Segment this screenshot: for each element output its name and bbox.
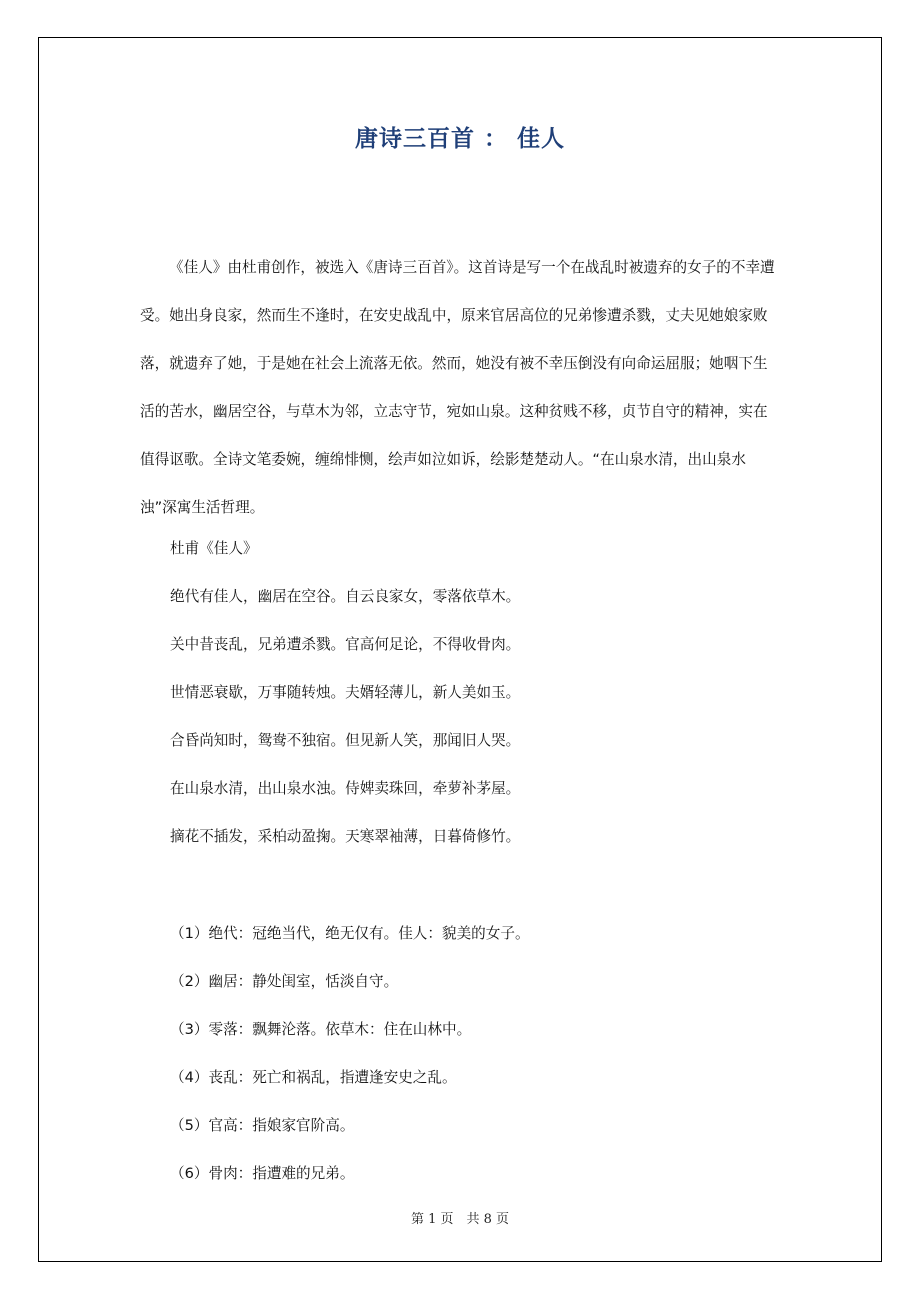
annotation-item: （6）骨肉：指遭难的兄弟。: [170, 1165, 355, 1183]
poem-line: 合昏尚知时，鸳鸯不独宿。但见新人笑，那闻旧人哭。: [170, 732, 521, 750]
annotation-item: （3）零落：飘舞沦落。依草木：住在山林中。: [170, 1021, 472, 1039]
annotation-item: （5）官高：指娘家官阶高。: [170, 1117, 355, 1135]
document-title: 唐诗三百首 ： 佳人: [354, 126, 565, 152]
poem-line: 关中昔丧乱，兄弟遭杀戮。官高何足论，不得收骨肉。: [170, 636, 521, 654]
poem-line: 在山泉水清，出山泉水浊。侍婢卖珠回，牵萝补茅屋。: [170, 780, 521, 798]
page-number-footer: 第 1 页 共 8 页: [410, 1212, 510, 1227]
author-line: 杜甫《佳人》: [170, 540, 258, 557]
annotation-list: [170, 910, 790, 1199]
poem-line: 世情恶衰歇，万事随转烛。夫婿轻薄儿，新人美如玉。: [170, 684, 521, 702]
poem-body: [170, 573, 790, 862]
annotation-item: （4）丧乱：死亡和祸乱，指遭逢安史之乱。: [170, 1069, 457, 1087]
author-line-block: [170, 525, 790, 573]
intro-paragraph: 《佳人》由杜甫创作，被选入《唐诗三百首》。这首诗是写一个在战乱时被遗弃的女子的不幸遭受。她出身良家，然而生不逢时，在安史战乱中，原来官居高位的兄弟惨遭杀戮，丈夫见她娘家败落，就遗弃了她，于是她在社会上流落无依。然而，她没有被不幸压倒没有向命运屈服；她咽下生活的苦水，幽居空谷，与草木为邻，立志守节，宛如山泉。这种贫贱不移，贞节自守的精神，实在值得讴歌。全诗文笔委婉，缠绵悱恻，绘声如泣如诉，绘影楚楚动人。“在山泉水清，出山泉水浊”深寓生活哲理。: [140, 259, 775, 516]
poem-line: 绝代有佳人，幽居在空谷。自云良家女，零落依草木。: [170, 588, 521, 605]
annotation-item: （1）绝代：冠绝当代，绝无仅有。佳人：貌美的女子。: [170, 925, 530, 942]
poem-line: 摘花不插发，采柏动盈掬。天寒翠袖薄，日暮倚修竹。: [170, 828, 521, 846]
annotation-item: （2）幽居：静处闺室，恬淡自守。: [170, 973, 399, 991]
